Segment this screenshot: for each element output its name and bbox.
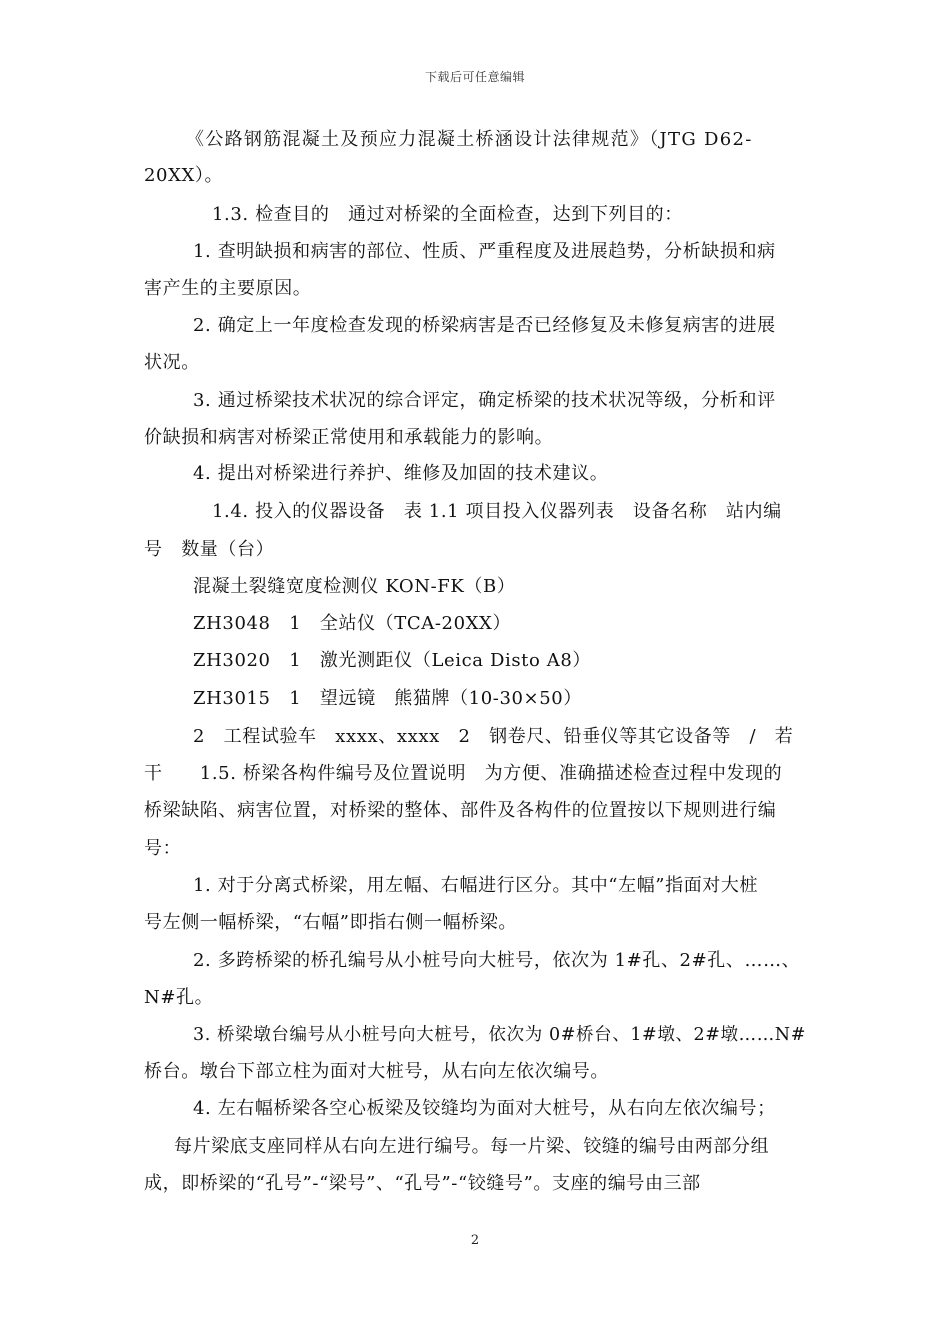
text-line: 3. 桥梁墩台编号从小桩号向大桩号，依次为 0#桥台、1#墩、2#墩……N#	[193, 1025, 806, 1045]
section-heading: 干 1.5. 桥梁各构件编号及位置说明 为方便、准确描述检查过程中发现的	[144, 763, 783, 784]
equipment-line: 混凝土裂缝宽度检测仪 KON-FK（B）	[193, 576, 516, 597]
text-line: 号左侧一幅桥梁，“右幅”即指右侧一幅桥梁。	[144, 912, 518, 933]
section-heading: 1.3. 检查目的 通过对桥梁的全面检查，达到下列目的：	[212, 204, 683, 225]
text-line: 4. 左右幅桥梁各空心板梁及铰缝均为面对大桩号，从右向左依次编号；	[193, 1098, 776, 1119]
page-header: 下载后可任意编辑	[424, 70, 525, 84]
text-line: 3. 通过桥梁技术状况的综合评定，确定桥梁的技术状况等级，分析和评	[193, 390, 776, 411]
section-heading: 1.4. 投入的仪器设备 表 1.1 项目投入仪器列表 设备名称 站内编	[212, 501, 782, 522]
equipment-line: ZH3020 1 激光测距仪（Leica Disto A8）	[193, 650, 592, 671]
text-line: 桥梁缺陷、病害位置，对桥梁的整体、部件及各构件的位置按以下规则进行编	[144, 800, 777, 821]
text-line: 2. 确定上一年度检查发现的桥梁病害是否已经修复及未修复病害的进展	[193, 315, 776, 336]
text-line: 2. 多跨桥梁的桥孔编号从小桩号向大桩号，依次为 1#孔、2#孔、……、	[193, 950, 801, 971]
page-number: 2	[470, 1233, 480, 1248]
text-line: 《公路钢筋混凝土及预应力混凝土桥涵设计法律规范》（JTG D62-	[186, 129, 753, 150]
text-line: 20XX）。	[144, 165, 224, 186]
text-line: 号 数量（台）	[144, 539, 275, 560]
text-line: 每片梁底支座同样从右向左进行编号。每一片梁、铰缝的编号由两部分组	[174, 1136, 770, 1157]
text-line: 价缺损和病害对桥梁正常使用和承载能力的影响。	[144, 427, 554, 448]
text-line: 1. 对于分离式桥梁，用左幅、右幅进行区分。其中“左幅”指面对大桩	[193, 875, 759, 896]
equipment-line: ZH3015 1 望远镜 熊猫牌（10-30×50）	[193, 688, 582, 709]
text-line: 1. 查明缺损和病害的部位、性质、严重程度及进展趋势，分析缺损和病	[193, 241, 776, 262]
text-line: 成，即桥梁的“孔号”-“梁号”、“孔号”-“铰缝号”。支座的编号由三部	[144, 1173, 701, 1194]
text-line: 桥台。墩台下部立柱为面对大桩号，从右向左依次编号。	[144, 1061, 609, 1082]
text-line: 害产生的主要原因。	[144, 278, 312, 299]
text-line: N#孔。	[144, 987, 214, 1008]
equipment-line: ZH3048 1 全站仪（TCA-20XX）	[193, 613, 512, 634]
text-line: 号：	[144, 838, 182, 859]
equipment-line: 2 工程试验车 xxxx、xxxx 2 钢卷尺、铅垂仪等其它设备等 / 若	[193, 726, 794, 747]
text-line: 状况。	[144, 352, 200, 373]
text-line: 4. 提出对桥梁进行养护、维修及加固的技术建议。	[193, 463, 609, 484]
